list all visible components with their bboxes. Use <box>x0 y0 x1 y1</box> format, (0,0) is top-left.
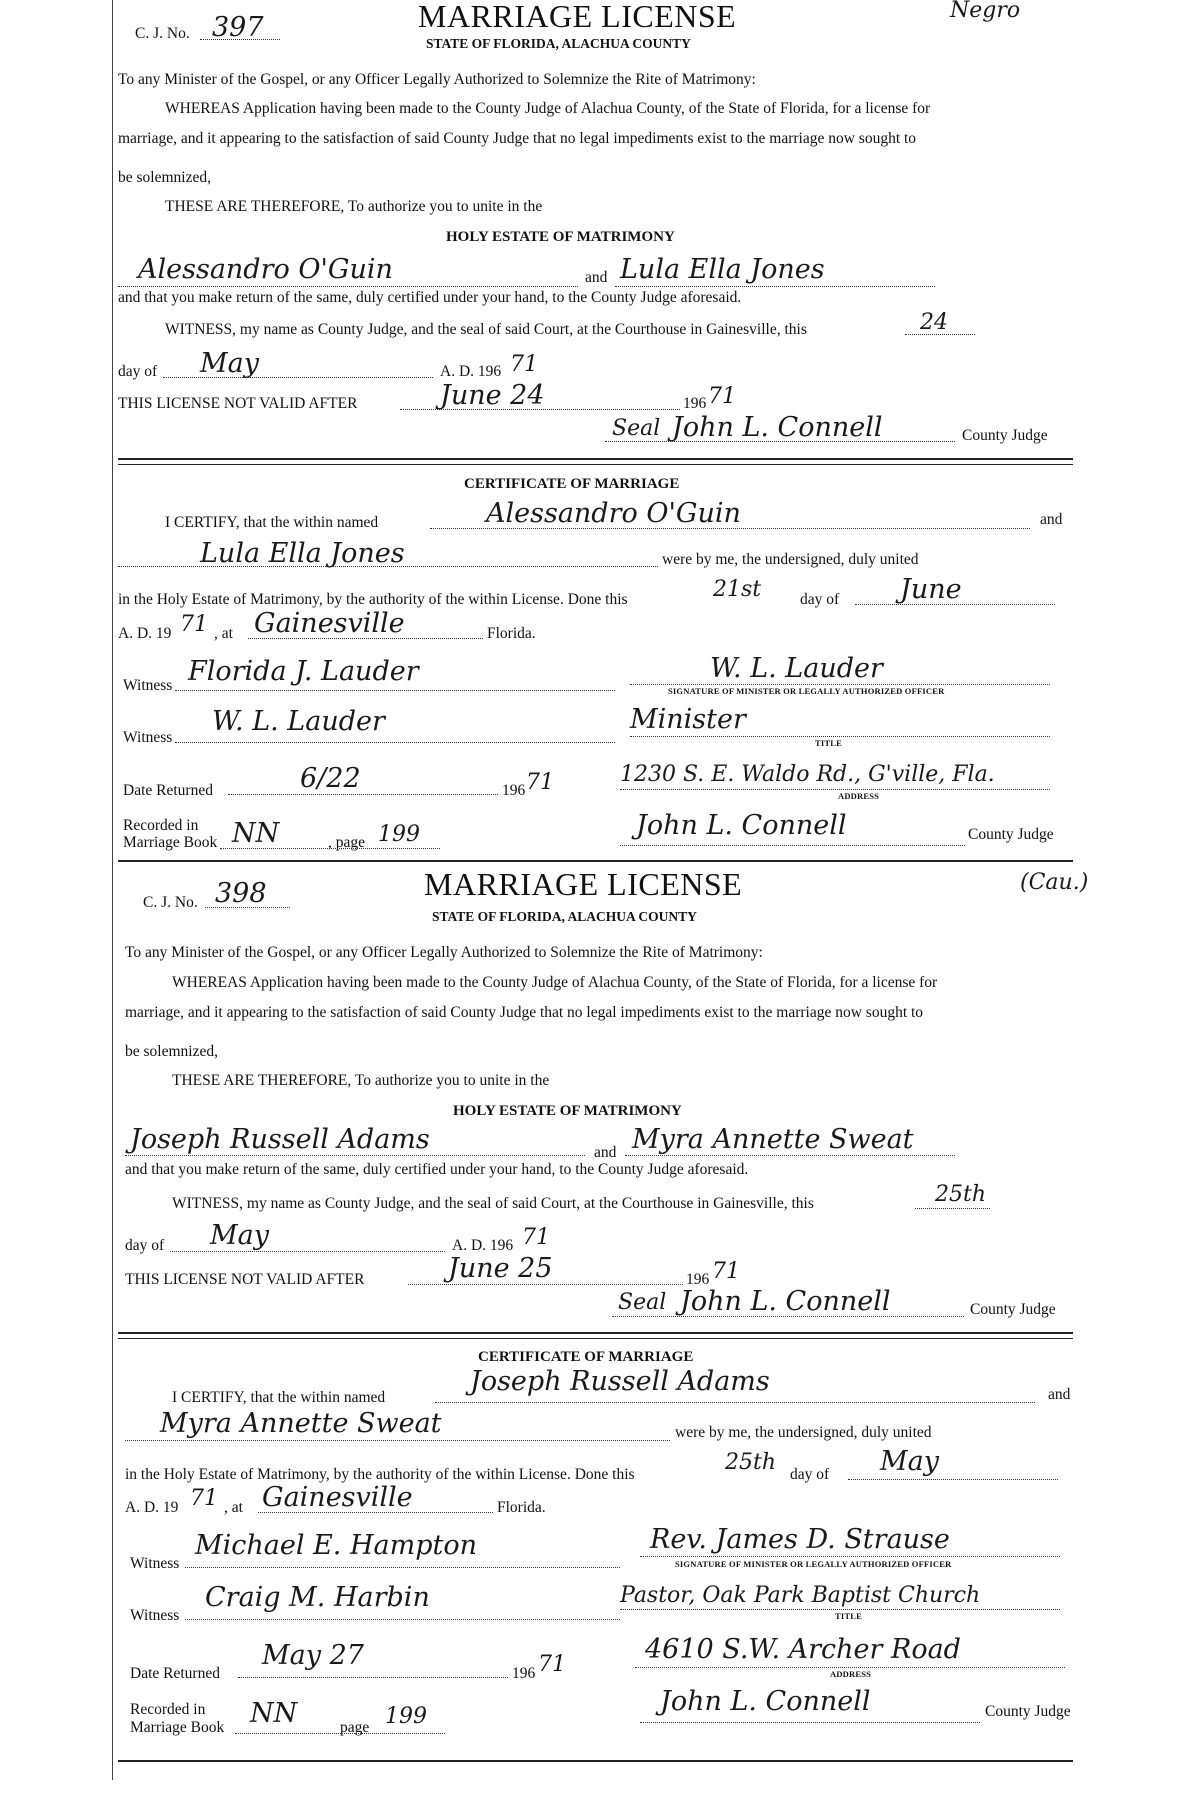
whereas-line-2a: WHEREAS Application having been made to the County Judge of Alachua County, of the State of Florida, for a license for <box>172 974 938 991</box>
date-returned-label-2: Date Returned <box>130 1665 220 1682</box>
year-2: 71 <box>522 1225 550 1250</box>
cert-judge-line-2 <box>640 1722 980 1723</box>
title-caption-2: TITLE <box>835 1611 862 1621</box>
cj-number-1: 397 <box>212 12 264 43</box>
witness-label-1b: Witness <box>123 729 173 746</box>
witness1-line-2 <box>185 1567 620 1568</box>
witness2-line-2 <box>185 1619 620 1620</box>
not-valid-year-2: 71 <box>712 1259 740 1284</box>
address-value-2: 4610 S.W. Archer Road <box>645 1634 961 1665</box>
cert-groom-line-2 <box>435 1402 1035 1403</box>
officer-line-2 <box>640 1556 1060 1557</box>
date-returned-line-1 <box>228 794 498 795</box>
whereas-line-1b: marriage, and it appearing to the satisfaction of said County Judge that no legal impediments exist to the marriage now sought to <box>118 130 917 147</box>
recorded-label-2a: Recorded in <box>130 1701 206 1718</box>
returned-year-1: 71 <box>526 770 554 795</box>
book-value-2: NN <box>250 1698 298 1729</box>
divider-2b <box>118 1338 1073 1339</box>
cert-ad-label-2: A. D. 19 <box>125 1499 179 1516</box>
recorded-label-2b: Marriage Book <box>130 1719 225 1736</box>
judge-line-1 <box>605 441 955 442</box>
cert-at-label-1: , at <box>214 625 233 642</box>
certificate-heading-2: CERTIFICATE OF MARRIAGE <box>478 1349 694 1365</box>
returned-year-2: 71 <box>538 1652 566 1677</box>
cert-ad-label-1: A. D. 19 <box>118 625 172 642</box>
address-caption-1: ADDRESS <box>838 791 880 801</box>
officer-line-1 <box>630 684 1050 685</box>
returned-year-prefix-2: 196 <box>512 1665 536 1682</box>
address-value-1: 1230 S. E. Waldo Rd., G'ville, Fla. <box>620 762 995 787</box>
divider-bottom <box>118 1760 1073 1762</box>
cert-judge-title-1: County Judge <box>968 826 1054 843</box>
recorded-line-2 <box>235 1733 445 1734</box>
cert-groom-1: Alessandro O'Guin <box>486 498 741 529</box>
recorded-label-1b: Marriage Book <box>123 834 218 851</box>
page-value-2: 199 <box>385 1704 427 1729</box>
day-of-label-2: day of <box>125 1237 165 1254</box>
cj-line-2 <box>205 907 290 908</box>
day-line-2 <box>915 1208 990 1209</box>
cert-year-2: 71 <box>190 1486 218 1511</box>
witness1-signature-1: Florida J. Lauder <box>188 656 419 687</box>
not-valid-year-prefix-1: 196 <box>683 395 707 412</box>
holy-estate-line-1: in the Holy Estate of Matrimony, by the authority of the within License. Done this <box>118 591 628 608</box>
witness2-signature-1: W. L. Lauder <box>212 706 385 737</box>
officer-signature-1: W. L. Lauder <box>710 653 883 684</box>
cj-label-1: C. J. No. <box>135 25 190 42</box>
date-returned-label-1: Date Returned <box>123 782 213 799</box>
united-label-2: were by me, the undersigned, duly united <box>675 1424 932 1441</box>
returned-year-prefix-1: 196 <box>502 782 526 799</box>
top-note: Negro <box>950 0 1021 23</box>
not-valid-date-2: June 25 <box>448 1253 553 1284</box>
page-value-1: 199 <box>378 822 420 847</box>
title-value-2: Pastor, Oak Park Baptist Church <box>620 1583 981 1608</box>
cert-judge-line-1 <box>620 845 965 846</box>
cert-year-1: 71 <box>180 612 208 637</box>
holy-estate-line-2: in the Holy Estate of Matrimony, by the authority of the within License. Done this <box>125 1466 635 1483</box>
united-label-1: were by me, the undersigned, duly united <box>662 551 919 568</box>
not-valid-year-prefix-2: 196 <box>686 1271 710 1288</box>
not-valid-label-2: THIS LICENSE NOT VALID AFTER <box>125 1271 365 1288</box>
cj-number-2: 398 <box>215 878 267 909</box>
therefore-line-2: THESE ARE THEREFORE, To authorize you to unite in the <box>172 1072 550 1089</box>
done-month-line-2 <box>848 1479 1058 1480</box>
not-valid-line-1 <box>400 409 680 410</box>
year-1: 71 <box>510 352 538 377</box>
judge-title-1: County Judge <box>962 427 1048 444</box>
done-day-of-1: day of <box>800 591 840 608</box>
day-number-1: 24 <box>920 310 948 335</box>
title-line-1 <box>630 736 1050 737</box>
and-label-2: and <box>594 1144 617 1161</box>
divider-2a <box>118 1332 1073 1334</box>
license-title-2: MARRIAGE LICENSE <box>424 866 743 902</box>
bride-line-2 <box>625 1155 955 1156</box>
done-month-line-1 <box>855 604 1055 605</box>
cert-place-2: Gainesville <box>262 1482 413 1513</box>
cert-bride-2: Myra Annette Sweat <box>160 1408 442 1439</box>
groom-name-1: Alessandro O'Guin <box>138 254 393 285</box>
done-day-of-2: day of <box>790 1466 830 1483</box>
cj-line-1 <box>200 39 280 40</box>
month-line-1 <box>163 377 433 378</box>
cert-groom-line-1 <box>430 528 1030 529</box>
day-number-2: 25th <box>935 1182 987 1207</box>
therefore-line-1: THESE ARE THEREFORE, To authorize you to unite in the <box>165 198 543 215</box>
title-caption-1: TITLE <box>815 738 842 748</box>
month-2: May <box>210 1220 269 1251</box>
cert-groom-2: Joseph Russell Adams <box>470 1366 770 1397</box>
witness2-line-1 <box>175 742 615 743</box>
cert-florida-1: Florida. <box>487 625 536 642</box>
license-title-1: MARRIAGE LICENSE <box>418 0 737 34</box>
cert-bride-line-1 <box>118 566 658 567</box>
address-line-1 <box>620 789 1050 790</box>
cert-judge-title-2: County Judge <box>985 1703 1071 1720</box>
not-valid-date-1: June 24 <box>440 380 545 411</box>
seal-label-2: Seal <box>618 1290 667 1315</box>
title-line-2 <box>620 1609 1060 1610</box>
month-1: May <box>200 348 259 379</box>
witness1-signature-2: Michael E. Hampton <box>195 1530 477 1561</box>
witness1-line-1 <box>175 690 615 691</box>
certify-label-1: I CERTIFY, that the within named <box>165 514 379 531</box>
groom-line-1 <box>118 286 578 287</box>
license-note-2: (Cau.) <box>1020 870 1089 895</box>
seal-label-1: Seal <box>612 416 661 441</box>
holy-estate-heading-2: HOLY ESTATE OF MATRIMONY <box>453 1103 682 1119</box>
day-of-label-1: day of <box>118 363 158 380</box>
witness-label-2a: Witness <box>130 1555 180 1572</box>
cert-place-line-2 <box>258 1512 493 1513</box>
address-caption-2: ADDRESS <box>830 1669 872 1679</box>
holy-estate-heading-1: HOLY ESTATE OF MATRIMONY <box>446 229 675 245</box>
date-returned-1: 6/22 <box>300 763 361 794</box>
groom-name-2: Joseph Russell Adams <box>130 1124 430 1155</box>
recorded-line-1 <box>220 848 440 849</box>
page-label-2: page <box>340 1719 370 1736</box>
bride-name-2: Myra Annette Sweat <box>632 1124 914 1155</box>
date-returned-2: May 27 <box>262 1640 364 1671</box>
cert-florida-2: Florida. <box>497 1499 546 1516</box>
whereas-line-2c: be solemnized, <box>125 1043 218 1060</box>
cert-bride-1: Lula Ella Jones <box>200 538 405 569</box>
left-border <box>112 0 113 1780</box>
judge-signature-1: John L. Connell <box>672 412 883 443</box>
witness2-signature-2: Craig M. Harbin <box>205 1582 430 1613</box>
cert-and-2: and <box>1048 1386 1071 1403</box>
cert-judge-signature-2: John L. Connell <box>660 1686 871 1717</box>
return-line-1: and that you make return of the same, duly certified under your hand, to the County Judge aforesaid. <box>118 289 742 306</box>
officer-signature-2: Rev. James D. Strause <box>650 1524 950 1555</box>
page-label-1: , page <box>328 834 366 851</box>
address-line-1: To any Minister of the Gospel, or any Officer Legally Authorized to Solemnize the Rite of Matrimony: <box>118 71 756 88</box>
license-subtitle-2: STATE OF FLORIDA, ALACHUA COUNTY <box>432 909 697 924</box>
whereas-line-2b: marriage, and it appearing to the satisfaction of said County Judge that no legal impediments exist to the marriage now sought to <box>125 1004 924 1021</box>
divider-1b <box>118 464 1073 465</box>
not-valid-line-2 <box>408 1284 683 1285</box>
not-valid-year-1: 71 <box>708 384 736 409</box>
done-month-1: June <box>900 574 962 605</box>
title-value-1: Minister <box>630 704 746 735</box>
cert-bride-line-2 <box>125 1440 670 1441</box>
cj-label-2: C. J. No. <box>143 894 198 911</box>
witness-line-2: WITNESS, my name as County Judge, and the seal of said Court, at the Courthouse in Gainesville, this <box>172 1195 814 1212</box>
cert-place-line-1 <box>248 638 483 639</box>
return-line-2: and that you make return of the same, duly certified under your hand, to the County Judge aforesaid. <box>125 1161 749 1178</box>
divider-middle <box>118 860 1073 862</box>
cert-and-1: and <box>1040 511 1063 528</box>
and-label-1: and <box>585 269 608 286</box>
witness-label-1a: Witness <box>123 677 173 694</box>
day-line-1 <box>905 334 975 335</box>
officer-caption-2: SIGNATURE OF MINISTER OR LEGALLY AUTHORIZED OFFICER <box>675 1559 952 1569</box>
bride-name-1: Lula Ella Jones <box>620 254 825 285</box>
done-day-2: 25th <box>725 1450 777 1475</box>
book-value-1: NN <box>232 818 280 849</box>
witness-label-2b: Witness <box>130 1607 180 1624</box>
ad-label-1: A. D. 196 <box>440 363 502 380</box>
witness-line-1: WITNESS, my name as County Judge, and the seal of said Court, at the Courthouse in Gainesville, this <box>165 321 807 338</box>
address-line-2: To any Minister of the Gospel, or any Officer Legally Authorized to Solemnize the Rite of Matrimony: <box>125 944 763 961</box>
whereas-line-1a: WHEREAS Application having been made to the County Judge of Alachua County, of the State of Florida, for a license for <box>165 100 931 117</box>
judge-title-2: County Judge <box>970 1301 1056 1318</box>
cert-judge-signature-1: John L. Connell <box>636 810 847 841</box>
judge-signature-2: John L. Connell <box>680 1286 891 1317</box>
certify-label-2: I CERTIFY, that the within named <box>172 1389 386 1406</box>
ad-label-2: A. D. 196 <box>452 1237 514 1254</box>
done-month-2: May <box>880 1446 939 1477</box>
month-line-2 <box>170 1251 445 1252</box>
license-subtitle-1: STATE OF FLORIDA, ALACHUA COUNTY <box>426 36 691 51</box>
divider-1a <box>118 458 1073 460</box>
done-day-1: 21st <box>713 577 762 602</box>
groom-line-2 <box>125 1155 585 1156</box>
officer-caption-1: SIGNATURE OF MINISTER OR LEGALLY AUTHORIZED OFFICER <box>668 686 945 696</box>
whereas-line-1c: be solemnized, <box>118 169 211 186</box>
judge-line-2 <box>612 1316 964 1317</box>
not-valid-label-1: THIS LICENSE NOT VALID AFTER <box>118 395 358 412</box>
address-line-2 <box>635 1667 1065 1668</box>
certificate-heading-1: CERTIFICATE OF MARRIAGE <box>464 476 680 492</box>
bride-line-1 <box>615 286 935 287</box>
cert-place-1: Gainesville <box>254 608 405 639</box>
cert-at-label-2: , at <box>224 1499 243 1516</box>
recorded-label-1a: Recorded in <box>123 817 199 834</box>
date-returned-line-2 <box>238 1677 508 1678</box>
